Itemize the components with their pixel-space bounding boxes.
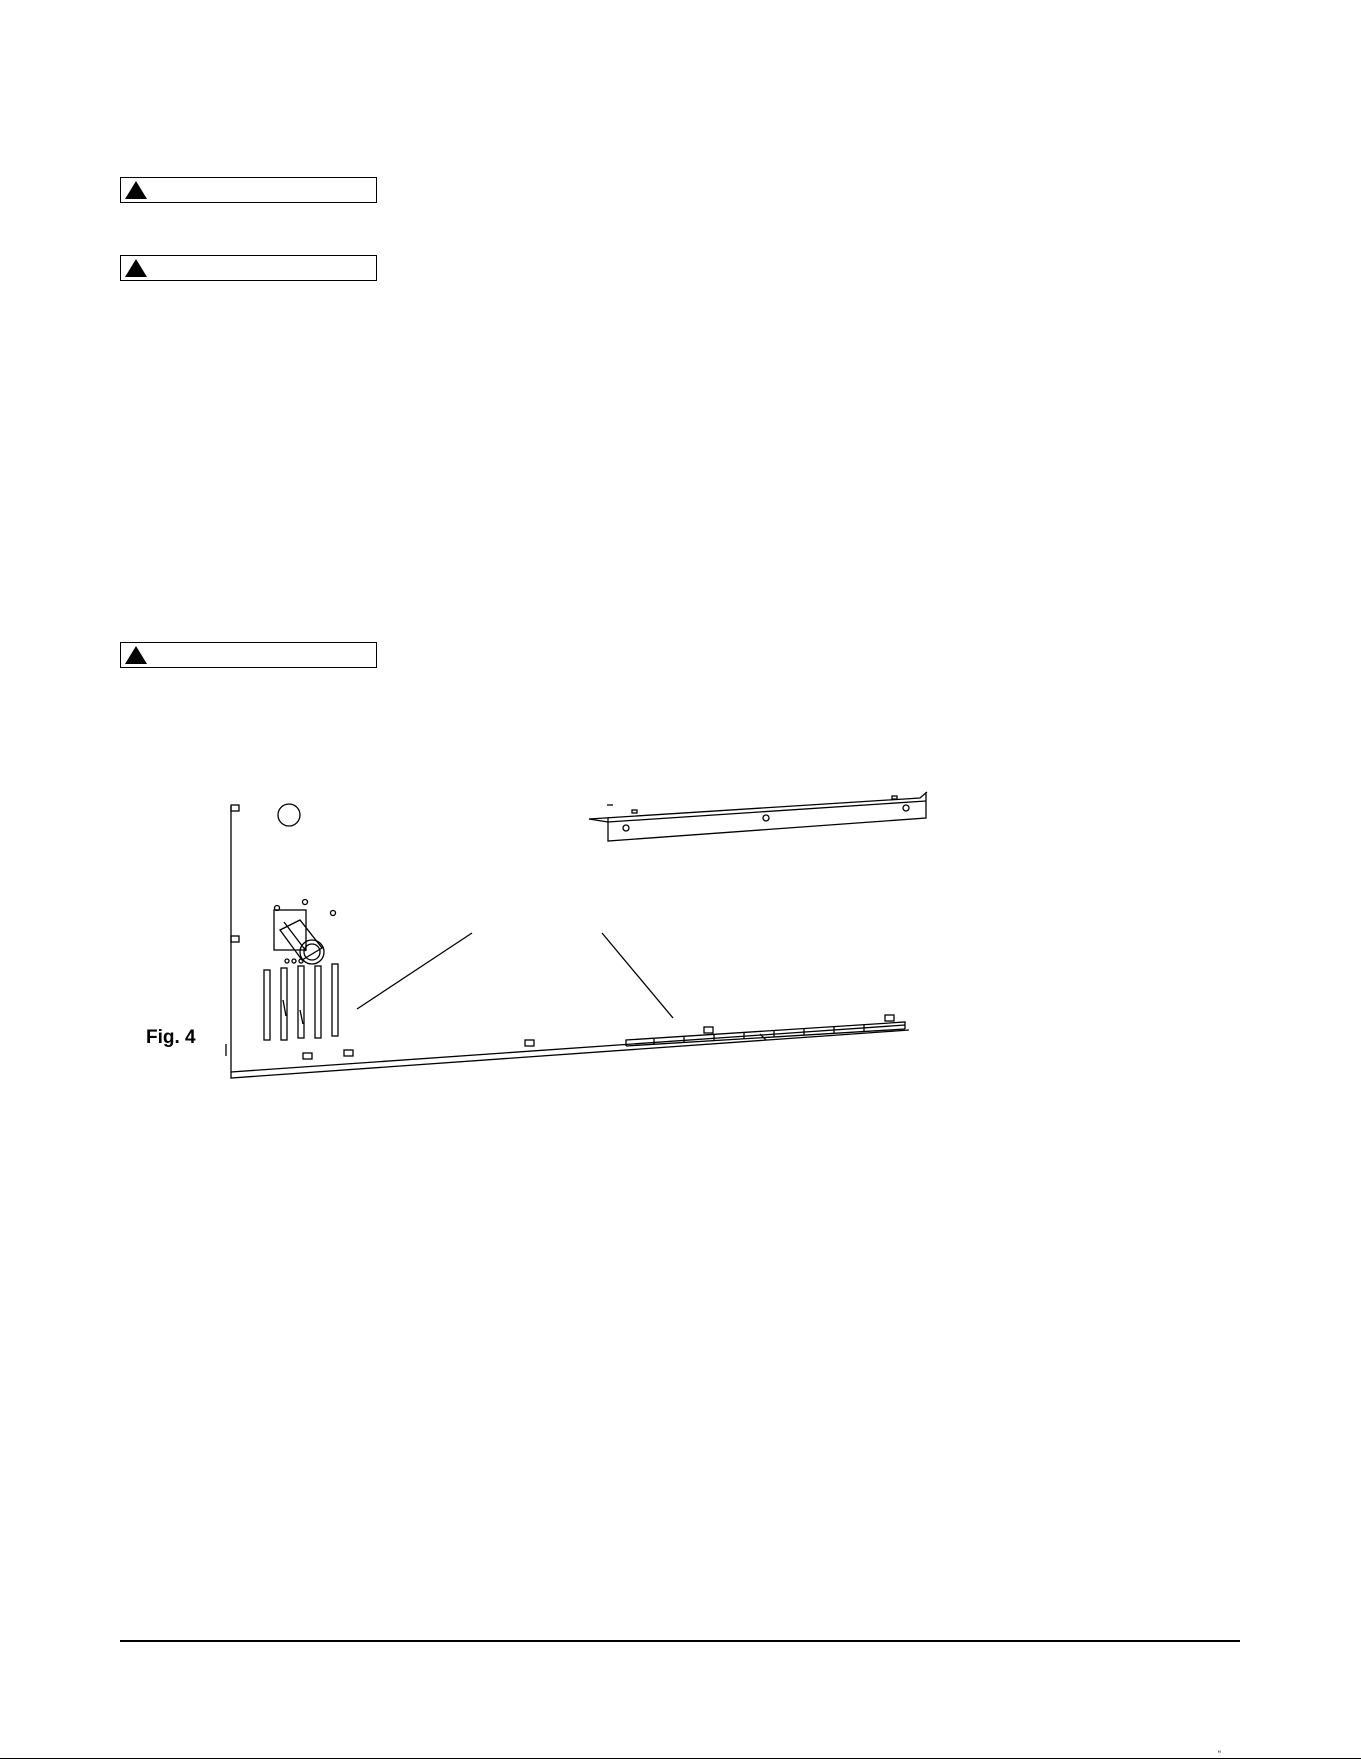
panel-hole	[278, 804, 300, 826]
base-panel	[226, 804, 909, 1078]
angle-bracket	[589, 792, 927, 841]
footer-rule	[120, 1640, 1240, 1642]
bottom-rail	[626, 1022, 905, 1046]
footer-mark: “	[1218, 1749, 1221, 1759]
leader-lines	[357, 933, 673, 1018]
figure-label: Fig. 4	[146, 1027, 196, 1048]
page-bottom-rule	[0, 1758, 1361, 1759]
vent-slots	[264, 964, 338, 1040]
pipe-fitting	[274, 910, 324, 964]
